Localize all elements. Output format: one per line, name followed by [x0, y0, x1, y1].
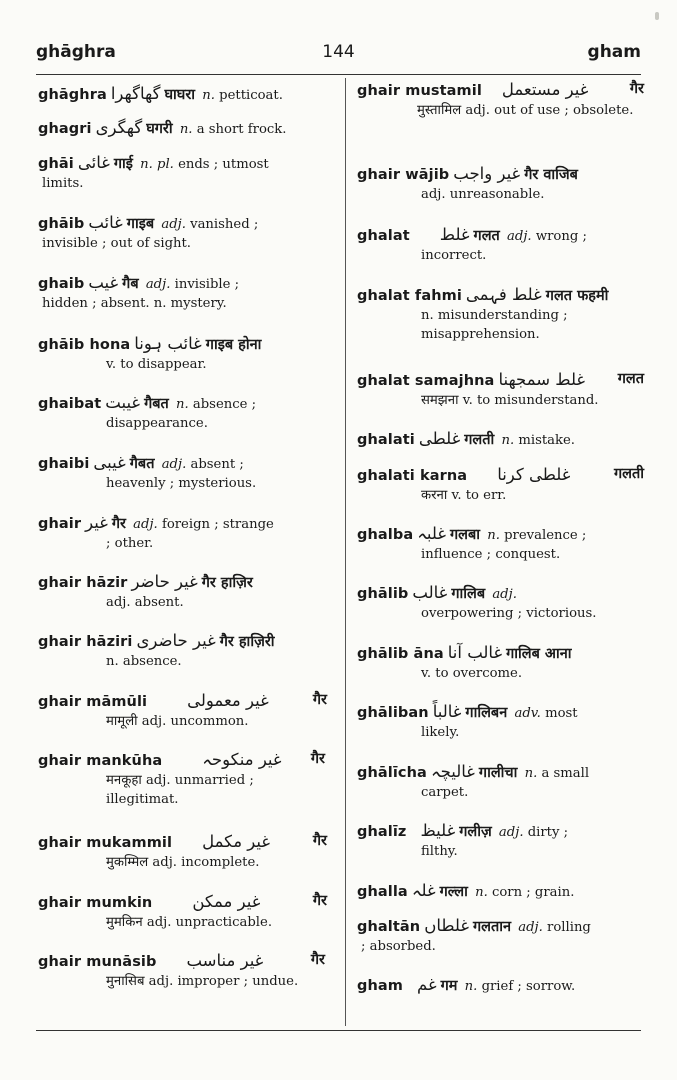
headword: ghair māmūli	[38, 694, 148, 710]
dictionary-entry	[38, 213, 330, 253]
headword: ghalla	[357, 884, 408, 900]
headword: ghalati	[357, 432, 415, 448]
urdu-form: غلطاں	[424, 916, 469, 935]
urdu-form: غلط سمجھنا	[498, 370, 586, 389]
definition: petticoat.	[219, 88, 283, 103]
part-of-speech: adj.	[161, 457, 187, 472]
part-of-speech: n.	[179, 122, 193, 137]
headword: ghaibat	[38, 396, 102, 412]
urdu-form: غیر حاضری	[136, 631, 216, 650]
headword: ghair hāziri	[38, 634, 133, 650]
hindi-form: गालीचा	[478, 765, 518, 781]
part-of-speech: n.	[464, 979, 478, 994]
dictionary-entry	[38, 572, 330, 612]
dictionary-entry	[38, 951, 328, 991]
definition: mistake.	[518, 433, 575, 448]
definition-continued: मुनासिब adj. improper ; undue.	[106, 974, 299, 989]
dictionary-entry	[38, 118, 330, 139]
hindi-form: गल्ला	[439, 884, 468, 900]
definition-continued: limits.	[42, 176, 84, 191]
urdu-form: غلبہ	[417, 524, 446, 543]
headword: ghaib	[38, 276, 85, 292]
definition-continued: incorrect.	[421, 248, 487, 263]
definition-continued: filthy.	[421, 844, 458, 859]
dictionary-entry	[38, 513, 330, 553]
urdu-form: غیبت	[105, 393, 141, 412]
hindi-form: गैबत	[129, 456, 155, 472]
urdu-form: غیر معمولی	[187, 691, 269, 710]
definition: foreign ; strange	[161, 517, 274, 532]
headword: ghāghra	[38, 87, 107, 103]
dictionary-entry	[357, 702, 647, 742]
paper-mark	[655, 12, 659, 20]
definition-continued: मामूली adj. uncommon.	[106, 714, 249, 729]
definition-continued: overpowering ; victorious.	[421, 606, 597, 621]
definition-continued: v. to overcome.	[421, 666, 523, 681]
urdu-form: غائی	[77, 153, 110, 172]
page-header	[36, 40, 641, 70]
urdu-form: غلطی	[418, 429, 461, 448]
headword: ghair mankūha	[38, 753, 163, 769]
hindi-form: गाइब होना	[205, 337, 262, 353]
hindi-form: गैर	[111, 516, 126, 532]
definition-continued: ; absorbed.	[361, 939, 436, 954]
hindi-form: गाइब	[126, 216, 155, 232]
headword: ghair mumkin	[38, 895, 153, 911]
hindi-form: गैर हाज़िर	[201, 575, 253, 591]
part-of-speech: n.	[524, 766, 538, 781]
hindi-form: घाघरा	[164, 87, 196, 103]
dictionary-entry	[357, 429, 647, 450]
definition-continued: समझना v. to misunderstand.	[421, 393, 599, 408]
headword: ghalat fahmi	[357, 288, 462, 304]
definition-continued: adj. unreasonable.	[421, 187, 545, 202]
urdu-form: غیر مستعمل	[501, 80, 589, 99]
dictionary-entry	[357, 524, 647, 564]
urdu-form: غیر حاضر	[131, 572, 198, 591]
dictionary-entry	[38, 334, 330, 374]
dictionary-entry	[38, 750, 328, 809]
page-number: 144	[322, 42, 355, 62]
part-of-speech: adj.	[161, 217, 186, 232]
headword: ghalīz	[357, 824, 407, 840]
headword: ghalat	[357, 228, 410, 244]
part-of-speech: n.	[475, 885, 488, 900]
definition-continued: मुकम्मिल adj. incomplete.	[106, 855, 260, 870]
dictionary-entry	[357, 916, 647, 956]
headword: ghalba	[357, 527, 414, 543]
headword: ghair hāzir	[38, 575, 128, 591]
dictionary-entry	[38, 631, 330, 671]
headword: ghair mukammil	[38, 835, 173, 851]
hindi-form: गलीज़	[459, 824, 492, 840]
hindi-form: गम	[440, 978, 458, 994]
dictionary-entry	[38, 892, 330, 932]
definition-continued: मुमकिन adj. unpracticable.	[106, 915, 273, 930]
urdu-form: غیر منکوحہ	[202, 750, 282, 769]
part-of-speech: adj.	[492, 587, 517, 602]
hindi-form: गैर	[310, 952, 325, 968]
hindi-form: गैर वाजिब	[524, 167, 578, 183]
definition-continued: adj. absent.	[106, 595, 184, 610]
part-of-speech: n. pl.	[140, 157, 174, 172]
urdu-form: غیبی	[93, 453, 126, 472]
dictionary-entry	[38, 273, 330, 313]
dictionary-entry	[38, 453, 330, 493]
dictionary-entry	[357, 881, 647, 902]
headword: gham	[357, 978, 403, 994]
hindi-form: गैर हाज़िरी	[219, 634, 275, 650]
headword: ghālīcha	[357, 765, 427, 781]
definition-continued: मुस्तामिल adj. out of use ; obsolete.	[417, 103, 634, 118]
headword: ghālib	[357, 586, 409, 602]
urdu-form: غلط	[439, 225, 470, 244]
part-of-speech: adv.	[514, 706, 541, 721]
hindi-form: गैब	[122, 276, 139, 292]
urdu-form: غیب	[88, 273, 119, 292]
part-of-speech: n.	[487, 528, 500, 543]
dictionary-entry	[38, 832, 330, 872]
urdu-form: غالیچہ	[430, 762, 475, 781]
hindi-form: घगरी	[146, 121, 173, 137]
dictionary-entry	[357, 80, 647, 120]
definition-continued: heavenly ; mysterious.	[106, 476, 257, 491]
definition: absent ;	[190, 457, 244, 472]
footer-rule	[36, 1030, 641, 1031]
hindi-form: गैबत	[144, 396, 169, 412]
definition: vanished ;	[190, 217, 259, 232]
urdu-form: غیر مناسب	[186, 951, 264, 970]
dictionary-entry	[38, 84, 330, 105]
header-first-word: ghāghra	[36, 42, 116, 62]
dictionary-entry	[357, 762, 647, 802]
hindi-form: गलत फहमी	[545, 288, 609, 304]
urdu-form: غم	[417, 975, 437, 994]
part-of-speech: n.	[175, 397, 189, 412]
definition-continued: likely.	[421, 725, 460, 740]
definition: a short frock.	[196, 122, 287, 137]
headword: ghāib hona	[38, 337, 131, 353]
definition: ends ; utmost	[178, 157, 269, 172]
definition-continued: ; other.	[106, 536, 154, 551]
dictionary-entry	[357, 975, 647, 996]
column-divider	[345, 78, 346, 1026]
urdu-form: گھگری	[95, 118, 143, 137]
urdu-form: غیر واجب	[453, 164, 521, 183]
hindi-form: गलत	[617, 371, 644, 387]
definition: rolling	[547, 920, 591, 935]
headword: ghair munāsib	[38, 954, 157, 970]
definition-continued: करना v. to err.	[421, 488, 507, 503]
hindi-form: गैर	[312, 893, 327, 909]
part-of-speech: n.	[202, 88, 215, 103]
hindi-form: गैर	[312, 833, 327, 849]
urdu-form: غلط فہمی	[465, 285, 542, 304]
headword: ghāi	[38, 156, 74, 172]
hindi-form: गलती	[464, 432, 495, 448]
urdu-form: غلیظ	[420, 821, 456, 840]
urdu-form: گھاگھرا	[110, 84, 161, 103]
dictionary-entry	[357, 225, 647, 265]
urdu-form: غائب	[88, 213, 123, 232]
dictionary-entry	[38, 393, 330, 433]
definition: wrong ;	[535, 229, 587, 244]
headword: ghaibi	[38, 456, 90, 472]
hindi-form: गलती	[613, 466, 644, 482]
definition-continued: disappearance.	[106, 416, 208, 431]
urdu-form: غلہ	[411, 881, 436, 900]
urdu-form: غیر	[85, 513, 108, 532]
dictionary-entry	[357, 821, 647, 861]
headword: ghāliban	[357, 705, 429, 721]
dictionary-entry	[357, 164, 647, 204]
headword: ghāib	[38, 216, 85, 232]
definition-continued: influence ; conquest.	[421, 547, 561, 562]
urdu-form: غالب آنا	[447, 643, 503, 662]
hindi-form: गलत	[473, 228, 500, 244]
dictionary-entry	[357, 643, 647, 683]
headword: ghalati karna	[357, 468, 468, 484]
part-of-speech: n.	[501, 433, 515, 448]
headword: ghagri	[38, 121, 92, 137]
part-of-speech: adj.	[133, 517, 158, 532]
urdu-form: غائب ہونا	[134, 334, 202, 353]
hindi-form: गैर	[312, 692, 327, 708]
definition-continued: invisible ; out of sight.	[42, 236, 192, 251]
headword: ghaltān	[357, 919, 421, 935]
definition: dirty ;	[527, 825, 569, 840]
urdu-form: غیر مکمل	[202, 832, 271, 851]
definition-continued: मनकूहा adj. unmarried ; illegitimat.	[106, 773, 254, 807]
dictionary-entry	[38, 691, 330, 731]
headword: ghair wājib	[357, 167, 450, 183]
definition-continued: carpet.	[421, 785, 469, 800]
definition-continued: n. misunderstanding ; misapprehension.	[421, 308, 568, 342]
hindi-form: गालिब आना	[506, 646, 572, 662]
hindi-form: गालिब	[451, 586, 486, 602]
urdu-form: غالب	[412, 583, 448, 602]
hindi-form: गैर	[629, 81, 644, 97]
headword: ghair	[38, 516, 82, 532]
definition: a small	[541, 766, 590, 781]
definition: most	[545, 706, 578, 721]
hindi-form: गलतान	[472, 919, 512, 935]
urdu-form: غیر ممکن	[192, 892, 261, 911]
dictionary-entry	[357, 370, 647, 410]
hindi-form: गाई	[113, 156, 133, 172]
part-of-speech: adj.	[518, 920, 543, 935]
dictionary-entry	[357, 285, 647, 344]
definition: grief ; sorrow.	[481, 979, 576, 994]
dictionary-entry	[357, 465, 647, 505]
part-of-speech: adj.	[498, 825, 524, 840]
hindi-form: गालिबन	[465, 705, 508, 721]
part-of-speech: adj.	[507, 229, 532, 244]
headword: ghālib āna	[357, 646, 444, 662]
definition: absence ;	[192, 397, 257, 412]
headword: ghair mustamil	[357, 83, 482, 99]
part-of-speech: adj.	[145, 277, 171, 292]
header-rule	[36, 74, 641, 75]
definition: corn ; grain.	[491, 885, 575, 900]
definition-continued: n. absence.	[106, 654, 182, 669]
definition: invisible ;	[174, 277, 240, 292]
dictionary-entry	[357, 583, 647, 623]
hindi-form: गलबा	[449, 527, 481, 543]
definition-continued: v. to disappear.	[106, 357, 207, 372]
header-last-word: gham	[587, 42, 641, 62]
dictionary-entry	[38, 153, 330, 193]
headword: ghalat samajhna	[357, 373, 495, 389]
urdu-form: غلطی کرنا	[497, 465, 571, 484]
definition-continued: hidden ; absent. n. mystery.	[42, 296, 227, 311]
urdu-form: غالباً	[432, 702, 462, 721]
hindi-form: गैर	[310, 751, 325, 767]
definition: prevalence ;	[504, 528, 587, 543]
